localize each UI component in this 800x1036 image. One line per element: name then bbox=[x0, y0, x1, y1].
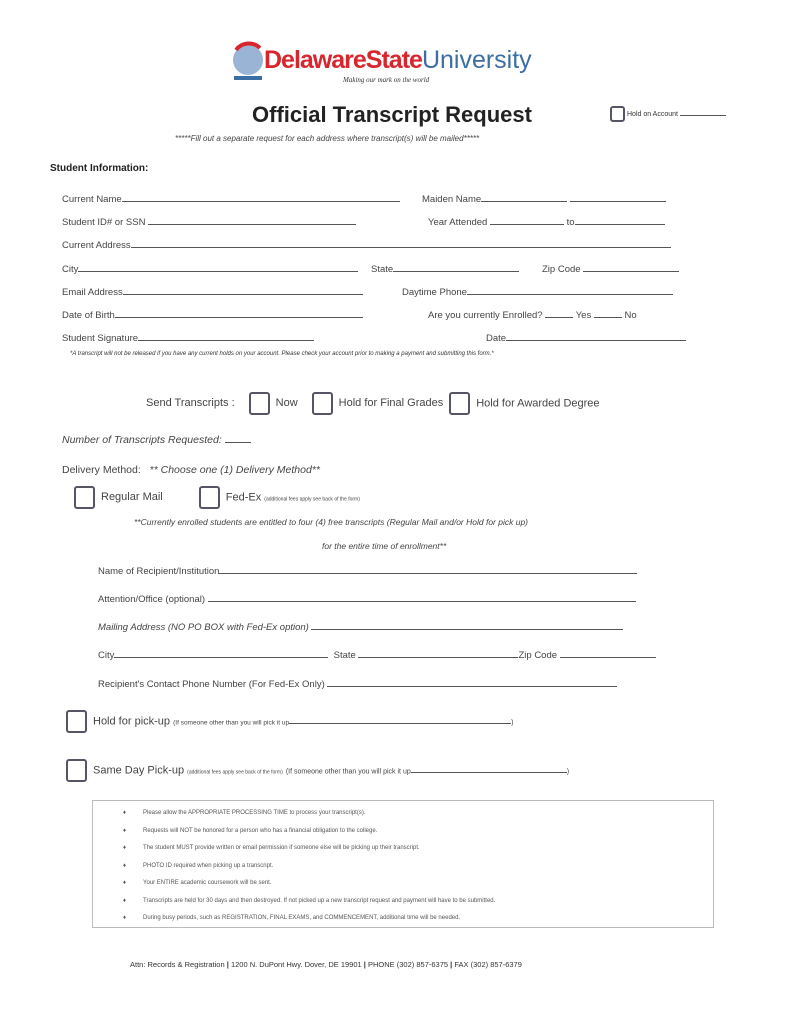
fedex-checkbox[interactable] bbox=[199, 486, 220, 509]
hold-pickup-field[interactable] bbox=[289, 714, 511, 724]
recipient-name-field[interactable] bbox=[219, 564, 637, 574]
no-label: No bbox=[624, 310, 637, 321]
hold-on-account bbox=[610, 106, 726, 122]
date-field[interactable] bbox=[506, 331, 686, 341]
state-label: State bbox=[371, 264, 394, 275]
same-day-pickup-label: Same Day Pick-up bbox=[93, 764, 185, 777]
footer-address: 1200 N. DuPont Hwy. Dover, DE 19901 bbox=[230, 960, 362, 969]
globe-logo-icon bbox=[228, 38, 266, 82]
transcript-request-form: DelawareStateUniversity Making our mark on the world Official Transcript Request Hold on Account *****Fill out a separate request for each address where transcript(s) will be mailed***** Student Information: Current Name Maiden Name Student ID# or SSN Year Attended to Current Address City State Zip Code Email Address Daytime Phone Date of Birth Are you currently Enrolled? Yes No Student Signature Date *A transcript will not be released if you have any current holds on your account. Please check your account prior to making a payment and submitting this form.* Send Transcripts : Now Hold for Final Grades Hold for Awarded Degree Number of Transcripts Requested: Delivery Method: ** Choose one (1) Delivery Method** Regular Mail Fed-Ex (additional fees apply see back of the form) **Currently enrolled students are entitled to four (4) free transcripts (Regular Mail and/or Hold for pick up) for the entire time of enrollment** Name of Recipient/Institution Attention/Office (optional) Mailing Address (NO PO BOX with Fed-Ex option) City State Zip Code Recipient's Contact Phone Number (For Fed-Ex Only) Hold for pick-up (If someone other than you will pick it up ) Same Day Pick-up (additional fees apply see back of the form) (If someone other than you will pick it up ) ♦ Please allow the APPROPRIATE PROCESSING TIME to process your transcript(s). ♦ Requests will NOT be honored for a person who has a financial obligation to the college. ♦ The student MUST provide written or email permission if someone else will be picking up their transcript. ♦ PHOTO ID required when picking up a transcript. ♦ Your ENTIRE academic coursework will be sent. ♦ Transcripts are held for 30 days and then destroyed. If not picked up a new transcript request and payment will have to be submitted. ♦ During busy periods, such as REGISTRATION, FINAL EXAMS, and COMMENCEMENT, additional time will be needed. Attn: Records & Registration | 1200 N. DuPont Hwy. Dover, DE 19901 | PHONE (302) 857-6375 | FAX (302) 857-6379 bbox=[0, 0, 800, 1036]
enrolled-yes-field[interactable] bbox=[545, 308, 573, 318]
same-day-fee-note: (additional fees apply see back of the form) bbox=[187, 769, 283, 776]
footer-fax: FAX (302) 857-6379 bbox=[454, 960, 522, 969]
recipient-name-label: Name of Recipient/Institution bbox=[98, 566, 220, 577]
email-label: Email Address bbox=[62, 287, 123, 298]
current-address-label: Current Address bbox=[62, 240, 131, 251]
current-name-label: Current Name bbox=[62, 194, 122, 205]
hold-pickup-note: (If someone other than you will pick it up bbox=[173, 719, 290, 727]
year-to-field[interactable] bbox=[575, 215, 665, 225]
email-field[interactable] bbox=[123, 285, 363, 295]
same-day-pickup-checkbox[interactable] bbox=[66, 759, 87, 782]
logo-name-blue: University bbox=[421, 46, 532, 74]
year-attended-label: Year Attended bbox=[428, 217, 488, 228]
daytime-phone-label: Daytime Phone bbox=[402, 287, 467, 298]
hold-on-account-label: Hold on Account bbox=[627, 111, 678, 118]
student-id-field[interactable] bbox=[148, 215, 356, 225]
recipient-state-field[interactable] bbox=[358, 648, 518, 658]
zip-field[interactable] bbox=[583, 262, 679, 272]
hold-pickup-label: Hold for pick-up bbox=[93, 715, 171, 728]
hold-pickup-checkbox[interactable] bbox=[66, 710, 87, 733]
maiden-name-field-2[interactable] bbox=[570, 192, 666, 202]
fedex-label: Fed-Ex bbox=[225, 491, 262, 504]
subtitle: *****Fill out a separate request for each address where transcript(s) will be mailed***** bbox=[175, 134, 480, 143]
hold-awarded-degree-label: Hold for Awarded Degree bbox=[476, 397, 600, 410]
state-field[interactable] bbox=[393, 262, 519, 272]
recipient-phone-field[interactable] bbox=[327, 677, 617, 687]
instruction-item: ♦ Transcripts are held for 30 days and then destroyed. If not picked up a new transcript request and payment will have to be submitted. bbox=[123, 893, 713, 911]
maiden-name-label: Maiden Name bbox=[422, 194, 482, 205]
signature-label: Student Signature bbox=[62, 333, 139, 344]
send-now-label: Now bbox=[275, 397, 298, 410]
instruction-item: ♦ Your ENTIRE academic coursework will be sent. bbox=[123, 875, 713, 893]
instruction-item: ♦ Please allow the APPROPRIATE PROCESSING TIME to process your transcript(s). bbox=[123, 805, 713, 823]
regular-mail-label: Regular Mail bbox=[101, 491, 163, 504]
attention-label: Attention/Office (optional) bbox=[98, 594, 206, 605]
footer: Attn: Records & Registration | 1200 N. DuPont Hwy. Dover, DE 19901 | PHONE (302) 857-6375 | FAX (302) 857-6379 bbox=[130, 960, 522, 969]
daytime-phone-field[interactable] bbox=[467, 285, 673, 295]
yes-label: Yes bbox=[575, 310, 592, 321]
section-heading: Student Information: bbox=[50, 163, 149, 174]
logo-tagline: Making our mark on the world bbox=[343, 76, 430, 84]
instructions-box bbox=[92, 800, 714, 928]
free-transcripts-note-2: for the entire time of enrollment** bbox=[322, 541, 447, 551]
send-now-checkbox[interactable] bbox=[249, 392, 270, 415]
city-field[interactable] bbox=[78, 262, 358, 272]
free-transcripts-note: **Currently enrolled students are entitled to four (4) free transcripts (Regular Mail and/or Hold for pick up) bbox=[134, 517, 529, 527]
hold-on-account-checkbox[interactable] bbox=[610, 106, 625, 122]
to-label: to bbox=[566, 217, 575, 228]
zip-label: Zip Code bbox=[542, 264, 581, 275]
recipient-city-label: City bbox=[98, 650, 115, 661]
hold-awarded-degree-checkbox[interactable] bbox=[449, 392, 470, 415]
recipient-city-field[interactable] bbox=[114, 648, 328, 658]
student-id-label: Student ID# or SSN bbox=[62, 217, 146, 228]
delivery-method-label: Delivery Method: bbox=[62, 464, 141, 476]
instruction-item: ♦ Requests will NOT be honored for a person who has a financial obligation to the college. bbox=[123, 823, 713, 841]
footer-phone: PHONE (302) 857-6375 bbox=[368, 960, 449, 969]
hold-final-grades-checkbox[interactable] bbox=[312, 392, 333, 415]
instruction-item: ♦ PHOTO ID required when picking up a transcript. bbox=[123, 858, 713, 876]
attention-field[interactable] bbox=[208, 592, 636, 602]
dob-label: Date of Birth bbox=[62, 310, 115, 321]
recipient-zip-label: Zip Code bbox=[518, 650, 558, 661]
recipient-state-label: State bbox=[333, 650, 356, 661]
instruction-item: ♦ During busy periods, such as REGISTRATION, FINAL EXAMS, and COMMENCEMENT, additional time will be needed. bbox=[123, 910, 713, 928]
mailing-address-label: Mailing Address (NO PO BOX with Fed-Ex option) bbox=[98, 622, 309, 633]
city-label: City bbox=[62, 264, 79, 275]
mailing-address-field[interactable] bbox=[311, 620, 623, 630]
footer-office: Attn: Records & Registration bbox=[130, 960, 225, 969]
year-from-field[interactable] bbox=[490, 215, 564, 225]
delivery-hint: ** Choose one (1) Delivery Method** bbox=[149, 464, 320, 476]
same-day-field[interactable] bbox=[411, 763, 567, 773]
same-day-note: (If someone other than you will pick it up bbox=[285, 768, 411, 776]
page-title: Official Transcript Request bbox=[252, 102, 532, 127]
number-requested-field[interactable] bbox=[225, 433, 251, 443]
instruction-item: ♦ The student MUST provide written or email permission if someone else will be picking up their transcript. bbox=[123, 840, 713, 858]
hold-final-grades-label: Hold for Final Grades bbox=[338, 397, 444, 410]
logo-name-red: DelawareState bbox=[264, 46, 422, 74]
recipient-phone-label: Recipient's Contact Phone Number (For Fed-Ex Only) bbox=[98, 679, 325, 690]
send-transcripts-label: Send Transcripts : bbox=[146, 397, 235, 410]
enrolled-no-field[interactable] bbox=[594, 308, 622, 318]
university-logo bbox=[228, 38, 532, 87]
enrolled-label: Are you currently Enrolled? bbox=[428, 310, 543, 321]
maiden-name-field[interactable] bbox=[481, 192, 567, 202]
dob-field[interactable] bbox=[115, 308, 363, 318]
holds-note: *A transcript will not be released if you have any current holds on your account. Please check your account prior to making a payment and submitting this form.* bbox=[70, 351, 494, 357]
date-label: Date bbox=[486, 333, 507, 344]
signature-field[interactable] bbox=[138, 331, 314, 341]
recipient-zip-field[interactable] bbox=[560, 648, 656, 658]
fedex-note: (additional fees apply see back of the form) bbox=[264, 496, 360, 503]
current-name-field[interactable] bbox=[122, 192, 400, 202]
regular-mail-checkbox[interactable] bbox=[74, 486, 95, 509]
number-requested-label: Number of Transcripts Requested: bbox=[62, 434, 222, 446]
current-address-field[interactable] bbox=[131, 238, 671, 248]
